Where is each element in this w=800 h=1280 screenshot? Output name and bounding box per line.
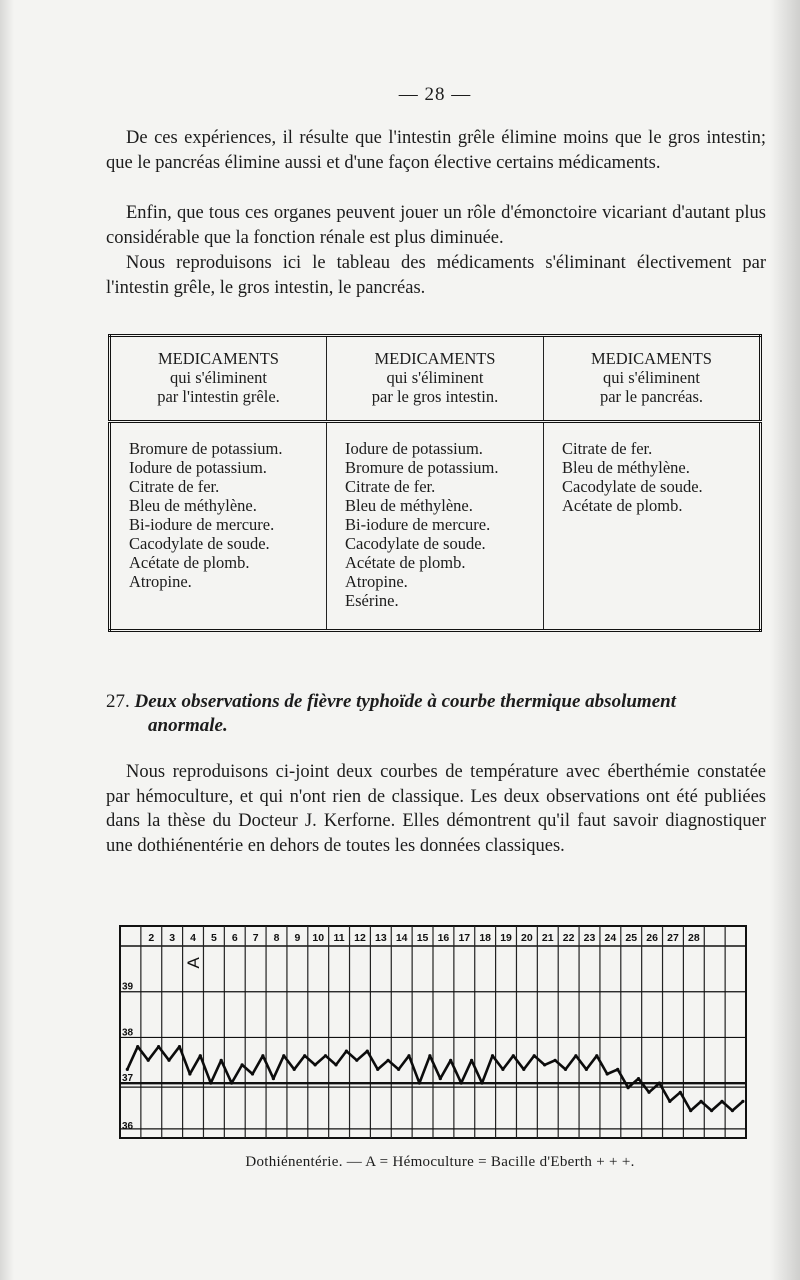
paragraph-3: Nous reproduisons ici le tableau des médicaments s'éliminant électivement par l'intestin grêle, le gros intestin, le pancréas. (106, 253, 766, 298)
x-tick-label: 27 (667, 932, 679, 944)
temperature-point (710, 1109, 713, 1112)
temperature-point (658, 1082, 661, 1085)
header-subtitle: qui s'éliminent (170, 368, 267, 387)
temperature-point (418, 1082, 421, 1085)
medication-item: Bi-iodure de mercure. (345, 515, 491, 534)
page-edge-left (0, 0, 14, 1280)
paragraph-4: Nous reproduisons ci-joint deux courbes de température avec éberthémie constatée par hémoculture, et qui n'ont rien de classique. Les deux observations ont été publiées dans la thèse du Docteur J. Kerforne. Elles démontrent qu'il faut savoir diagnostiquer une dothiénentérie en dehors de toutes les données classiques. (106, 762, 766, 856)
temperature-point (376, 1068, 379, 1071)
section-title-line1: Deux observations de fièvre typhoïde à courbe thermique absolument (134, 691, 676, 712)
temperature-point (147, 1059, 150, 1062)
x-tick-label: 4 (190, 932, 196, 944)
temperature-point (272, 1077, 275, 1080)
temperature-point (491, 1054, 494, 1057)
temperature-point (731, 1109, 734, 1112)
section-title-line2: anormale. (148, 715, 228, 736)
x-tick-label: 21 (541, 932, 554, 944)
x-tick-label: 12 (354, 932, 366, 944)
temperature-point (679, 1091, 682, 1094)
x-tick-label: 11 (333, 932, 345, 944)
header-subtitle: qui s'éliminent (386, 368, 484, 387)
x-tick-label: 19 (500, 932, 512, 944)
medication-item: Acétate de plomb. (345, 553, 466, 572)
figure-caption: Dothiénentérie. — A = Hémoculture = Bacille d'Eberth + + +. (245, 1154, 635, 1170)
header-organ: par le gros intestin. (371, 387, 499, 406)
medication-item: Acétate de plomb. (562, 496, 683, 515)
x-tick-label: 23 (583, 932, 596, 944)
column-pancreas (544, 422, 761, 631)
column-gros-intestin (327, 422, 544, 631)
temperature-point (720, 1100, 723, 1103)
x-tick-label: 22 (562, 932, 575, 944)
x-tick-label: 7 (252, 932, 259, 944)
temperature-point (554, 1059, 557, 1062)
temperature-point (324, 1054, 327, 1057)
medication-item: Bleu de méthylène. (562, 458, 690, 477)
medication-item: Cacodylate de soude. (562, 477, 703, 496)
x-tick-label: 24 (604, 932, 617, 944)
header-organ: par l'intestin grêle. (157, 387, 280, 406)
medications-table (108, 334, 762, 632)
header-organ: par le pancréas. (599, 387, 704, 406)
x-tick-label: 9 (294, 932, 301, 944)
x-tick-label: 15 (416, 932, 429, 944)
x-tick-label: 14 (395, 932, 408, 944)
temperature-point (209, 1082, 212, 1085)
x-tick-label: 18 (479, 932, 492, 944)
temperature-point (460, 1082, 463, 1085)
temperature-point (512, 1054, 515, 1057)
temperature-series-line (127, 1047, 743, 1111)
temperature-point (136, 1045, 139, 1048)
column-header-intestin-grele (110, 336, 327, 422)
temperature-point (387, 1059, 390, 1062)
section-number: 27. (106, 691, 130, 712)
temperature-point (700, 1100, 703, 1103)
y-tick-label: 36 (122, 1120, 134, 1132)
temperature-point (543, 1063, 546, 1066)
temperature-point (616, 1068, 619, 1071)
temperature-point (533, 1054, 536, 1057)
section-heading (106, 690, 770, 738)
column-intestin-grele (110, 422, 327, 631)
medication-item: Cacodylate de soude. (345, 534, 486, 553)
x-tick-label: 2 (148, 932, 155, 944)
temperature-point (251, 1072, 254, 1075)
x-tick-label: 20 (521, 932, 533, 944)
temperature-point (157, 1045, 160, 1048)
temperature-point (126, 1068, 129, 1071)
temperature-point (449, 1059, 452, 1062)
temperature-point (220, 1059, 223, 1062)
temperature-point (428, 1054, 431, 1057)
y-tick-label: 39 (122, 981, 134, 993)
x-tick-label: 28 (687, 932, 700, 944)
temperature-point (595, 1054, 598, 1057)
temperature-chart-svg (118, 924, 748, 1140)
medication-item: Esérine. (345, 591, 399, 610)
temperature-point (564, 1068, 567, 1071)
temperature-point (282, 1054, 285, 1057)
paragraph-2: Enfin, que tous ces organes peuvent jouer un rôle d'émonctoire vicariant d'autant plus considérable que la fonction rénale est plus diminuée. (106, 203, 766, 248)
x-tick-label: 16 (437, 932, 450, 944)
temperature-point (637, 1077, 640, 1080)
page-number: — 28 — (398, 84, 472, 105)
x-tick-label: 3 (169, 932, 176, 944)
medication-item: Bi-iodure de mercure. (129, 515, 275, 534)
temperature-point (314, 1063, 317, 1066)
page-edge-right (770, 0, 800, 1280)
temperature-point (501, 1068, 504, 1071)
medication-item: Atropine. (129, 572, 192, 591)
temperature-point (574, 1054, 577, 1057)
medication-item: Iodure de potassium. (129, 458, 267, 477)
temperature-point (188, 1072, 191, 1075)
temperature-point (303, 1054, 306, 1057)
temperature-point (293, 1068, 296, 1071)
temperature-point (407, 1054, 410, 1057)
column-header-pancreas (544, 336, 761, 422)
header-title: MEDICAMENTS (374, 349, 496, 368)
medication-item: Bromure de potassium. (129, 439, 283, 458)
temperature-chart (118, 924, 748, 1140)
hemoculture-marker: A (184, 957, 204, 969)
x-tick-label: 5 (210, 932, 217, 944)
x-tick-label: 8 (273, 932, 280, 944)
column-header-gros-intestin (327, 336, 544, 422)
temperature-point (334, 1063, 337, 1066)
temperature-point (439, 1077, 442, 1080)
temperature-point (178, 1045, 181, 1048)
x-tick-label: 17 (458, 932, 471, 944)
medication-item: Bromure de potassium. (345, 458, 499, 477)
medication-item: Bleu de méthylène. (129, 496, 257, 515)
temperature-point (606, 1072, 609, 1075)
temperature-point (230, 1082, 233, 1085)
temperature-point (741, 1100, 744, 1103)
temperature-point (261, 1054, 264, 1057)
temperature-point (522, 1068, 525, 1071)
y-tick-label: 38 (122, 1027, 134, 1039)
x-tick-label: 26 (646, 932, 658, 944)
x-tick-label: 13 (374, 932, 387, 944)
temperature-point (470, 1059, 473, 1062)
medication-item: Citrate de fer. (562, 439, 653, 458)
header-title: MEDICAMENTS (157, 349, 279, 368)
header-title: MEDICAMENTS (590, 349, 712, 368)
temperature-point (480, 1082, 483, 1085)
y-tick-label: 37 (122, 1073, 134, 1085)
paragraph-1: De ces expériences, il résulte que l'intestin grêle élimine moins que le gros intestin; que le pancréas élimine aussi et d'une façon élective certains médicaments. (106, 128, 766, 173)
medication-item: Bleu de méthylène. (345, 496, 473, 515)
temperature-point (689, 1109, 692, 1112)
temperature-point (241, 1063, 244, 1066)
temperature-point (167, 1059, 170, 1062)
header-subtitle: qui s'éliminent (603, 368, 700, 387)
temperature-point (355, 1059, 358, 1062)
medication-item: Citrate de fer. (345, 477, 436, 496)
temperature-point (345, 1050, 348, 1053)
medication-item: Citrate de fer. (129, 477, 220, 496)
temperature-point (647, 1091, 650, 1094)
temperature-point (366, 1050, 369, 1053)
medication-item: Cacodylate de soude. (129, 534, 270, 553)
temperature-point (585, 1068, 588, 1071)
x-tick-label: 10 (312, 932, 325, 944)
temperature-point (627, 1086, 630, 1089)
medication-item: Acétate de plomb. (129, 553, 250, 572)
x-tick-label: 6 (231, 932, 238, 944)
temperature-point (199, 1054, 202, 1057)
temperature-point (668, 1100, 671, 1103)
x-tick-label: 25 (625, 932, 638, 944)
medication-item: Atropine. (345, 572, 408, 591)
temperature-point (397, 1068, 400, 1071)
medication-item: Iodure de potassium. (345, 439, 483, 458)
